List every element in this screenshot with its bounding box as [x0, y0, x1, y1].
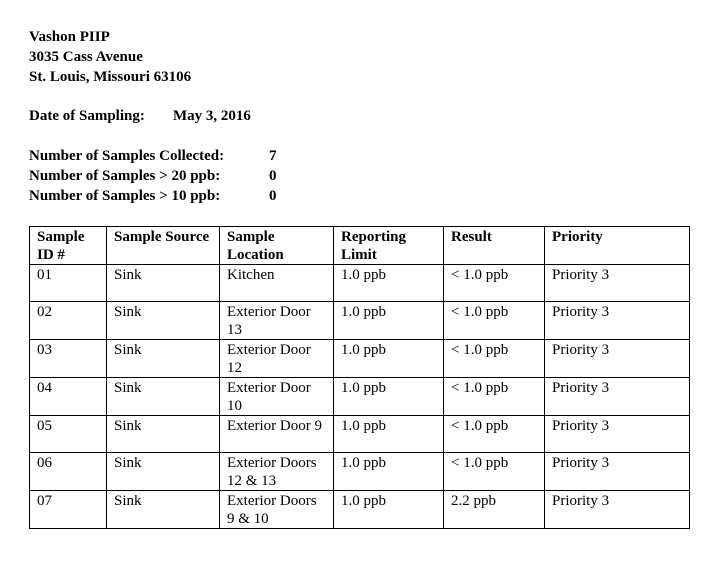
cell-sample-source: Sink — [107, 302, 220, 340]
cell-reporting-limit: 1.0 ppb — [334, 265, 444, 302]
header-priority: Priority — [545, 227, 690, 265]
cell-sample-location: Exterior Door 13 — [220, 302, 334, 340]
cell-sample-source: Sink — [107, 416, 220, 453]
cell-reporting-limit: 1.0 ppb — [334, 340, 444, 378]
cell-result: < 1.0 ppb — [444, 378, 545, 416]
count-row — [29, 166, 277, 186]
sampling-date — [29, 106, 251, 126]
count-label: Number of Samples Collected: — [29, 148, 225, 164]
cell-sample-source: Sink — [107, 378, 220, 416]
cell-sample-location: Kitchen — [220, 265, 334, 302]
cell-reporting-limit: 1.0 ppb — [334, 302, 444, 340]
cell-priority: Priority 3 — [545, 378, 690, 416]
table-row — [30, 453, 690, 491]
count-value: 7 — [269, 148, 277, 164]
count-value: 0 — [269, 188, 277, 204]
results-table — [29, 226, 690, 529]
sampling-date-value: May 3, 2016 — [173, 108, 251, 124]
cell-sample-source: Sink — [107, 491, 220, 529]
cell-sample-location: Exterior Doors 9 & 10 — [220, 491, 334, 529]
cell-result: < 1.0 ppb — [444, 453, 545, 491]
cell-reporting-limit: 1.0 ppb — [334, 378, 444, 416]
table-row — [30, 378, 690, 416]
cell-sample-location: Exterior Door 12 — [220, 340, 334, 378]
cell-sample-id: 07 — [30, 491, 107, 529]
cell-sample-source: Sink — [107, 340, 220, 378]
table-row — [30, 265, 690, 302]
table-row — [30, 416, 690, 453]
header-sample-source: Sample Source — [107, 227, 220, 265]
cell-result: < 1.0 ppb — [444, 302, 545, 340]
cell-reporting-limit: 1.0 ppb — [334, 416, 444, 453]
cell-sample-id: 02 — [30, 302, 107, 340]
cell-priority: Priority 3 — [545, 491, 690, 529]
header-sample-id: Sample ID # — [30, 227, 107, 265]
cell-sample-id: 06 — [30, 453, 107, 491]
address-block — [29, 27, 191, 87]
cell-priority: Priority 3 — [545, 302, 690, 340]
street-address: 3035 Cass Avenue — [29, 49, 143, 65]
cell-result: < 1.0 ppb — [444, 265, 545, 302]
facility-name: Vashon PIIP — [29, 29, 110, 45]
cell-priority: Priority 3 — [545, 416, 690, 453]
cell-result: < 1.0 ppb — [444, 340, 545, 378]
cell-priority: Priority 3 — [545, 453, 690, 491]
count-row — [29, 146, 277, 166]
sample-counts — [29, 146, 277, 206]
cell-result: < 1.0 ppb — [444, 416, 545, 453]
header-result: Result — [444, 227, 545, 265]
count-value: 0 — [269, 168, 277, 184]
count-label: Number of Samples > 20 ppb: — [29, 168, 221, 184]
cell-sample-location: Exterior Door 9 — [220, 416, 334, 453]
table-header-row — [30, 227, 690, 265]
count-label: Number of Samples > 10 ppb: — [29, 188, 221, 204]
cell-sample-id: 04 — [30, 378, 107, 416]
table-row — [30, 491, 690, 529]
cell-priority: Priority 3 — [545, 340, 690, 378]
count-row — [29, 186, 277, 206]
cell-sample-id: 01 — [30, 265, 107, 302]
cell-sample-source: Sink — [107, 453, 220, 491]
cell-result: 2.2 ppb — [444, 491, 545, 529]
cell-sample-location: Exterior Door 10 — [220, 378, 334, 416]
cell-reporting-limit: 1.0 ppb — [334, 491, 444, 529]
table-row — [30, 302, 690, 340]
header-sample-location: Sample Location — [220, 227, 334, 265]
sampling-date-label: Date of Sampling: — [29, 108, 145, 124]
table-row — [30, 340, 690, 378]
cell-reporting-limit: 1.0 ppb — [334, 453, 444, 491]
cell-priority: Priority 3 — [545, 265, 690, 302]
cell-sample-id: 03 — [30, 340, 107, 378]
cell-sample-location: Exterior Doors 12 & 13 — [220, 453, 334, 491]
city-state-zip: St. Louis, Missouri 63106 — [29, 69, 192, 85]
cell-sample-id: 05 — [30, 416, 107, 453]
cell-sample-source: Sink — [107, 265, 220, 302]
header-reporting-limit: Reporting Limit — [334, 227, 444, 265]
